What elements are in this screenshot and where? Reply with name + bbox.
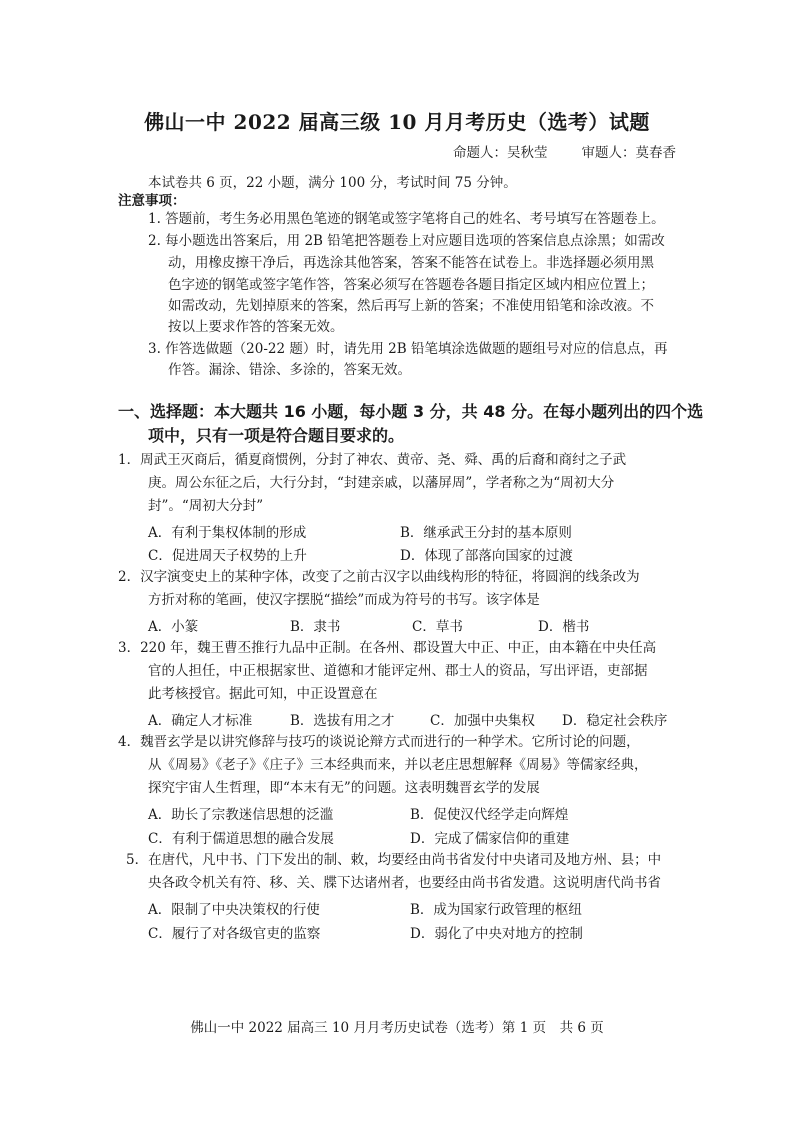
q5-option-a: A．限制了中央决策权的行使: [148, 902, 320, 918]
notice-line: 3. 作答选做题（20-22 题）时，请先用 2B 铅笔填涂选做题的题组号对应的信息点，再: [148, 341, 668, 357]
exam-title: 佛山一中 2022 届高三级 10 月月考历史（选考）试题: [144, 110, 650, 134]
question-3-text: 3．220 年，魏王曹丕推行九品中正制。在各州、郡设置大中正、中正，由本籍在中央任高: [118, 640, 657, 656]
question-4-text: 探究宇宙人生哲理，即“本末有无”的问题。这表明魏晋玄学的发展: [148, 780, 540, 796]
q5-option-b: B．成为国家行政管理的枢纽: [410, 902, 582, 918]
q1-option-b: B．继承武王分封的基本原则: [400, 525, 572, 541]
q2-option-c: C．草书: [412, 619, 463, 635]
question-1-text: 1．周武王灭商后，循夏商惯例，分封了神农、黄帝、尧、舜、禹的后裔和商纣之子武: [118, 452, 627, 468]
author-line: [453, 141, 676, 161]
notice-line: 1. 答题前，考生务必用黑色笔迹的钢笔或签字笔将自己的姓名、考号填写在答题卷上。: [148, 211, 665, 227]
question-2-text: 2．汉字演变史上的某种字体，改变了之前古汉字以曲线构形的特征，将圆润的线条改为: [118, 569, 640, 585]
notice-line: 如需改动，先划掉原来的答案，然后再写上新的答案；不准使用铅笔和涂改液。不: [168, 298, 654, 314]
question-1-text: 庚。周公东征之后，大行分封，“封建亲戚，以藩屏周”，学者称之为“周初大分: [148, 475, 615, 491]
q3-option-d: D．稳定社会秩序: [562, 713, 668, 729]
q2-option-a: A．小篆: [148, 619, 199, 635]
question-4-text: 从《周易》《老子》《庄子》三本经典而来，并以老庄思想解释《周易》等儒家经典，: [148, 757, 648, 773]
exam-intro: 本试卷共 6 页，22 小题，满分 100 分，考试时间 75 分钟。: [148, 175, 517, 191]
q2-option-d: D．楷书: [538, 619, 590, 635]
q5-option-c: C．履行了对各级官吏的监察: [148, 926, 321, 942]
notice-heading: 注意事项：: [118, 193, 186, 209]
question-4-text: 4．魏晋玄学是以讲究修辞与技巧的谈说论辩方式而进行的一种学术。它所讨论的问题，: [118, 734, 640, 750]
q3-option-c: C．加强中央集权: [430, 713, 535, 729]
section-heading-cont: 项中，只有一项是符合题目要求的。: [148, 426, 405, 445]
page-footer: 佛山一中 2022 届高三 10 月月考历史试卷（选考）第 1 页 共 6 页: [190, 1020, 604, 1036]
q4-option-c: C．有利于儒道思想的融合发展: [148, 831, 334, 847]
q5-option-d: D．弱化了中央对地方的控制: [410, 926, 583, 942]
question-5-text: 央各政令机关有符、移、关、牒下达诸州者，也要经由尚书省发遣。这说明唐代尚书省: [148, 875, 661, 891]
question-5-text: 5．在唐代，凡中书、门下发出的制、敕，均要经由尚书省发付中央诸司及地方州、县；中: [126, 852, 662, 868]
question-2-text: 方折对称的笔画，使汉字摆脱“描绘”而成为符号的书写。该字体是: [148, 592, 540, 608]
question-1-text: 封”。“周初大分封”: [148, 498, 264, 514]
q4-option-d: D．完成了儒家信仰的重建: [410, 831, 570, 847]
q4-option-b: B．促使汉代经学走向辉煌: [410, 807, 569, 823]
q3-option-b: B．选拔有用之才: [290, 713, 395, 729]
notice-line: 作答。漏涂、错涂、多涂的，答案无效。: [168, 362, 411, 378]
question-3-text: 此考核授官。据此可知，中正设置意在: [148, 686, 378, 702]
notice-line: 动，用橡皮擦干净后，再选涂其他答案，答案不能答在试卷上。非选择题必须用黑: [168, 255, 654, 271]
notice-line: 2. 每小题选出答案后，用 2B 铅笔把答题卷上对应题目选项的答案信息点涂黑；如需改: [148, 233, 665, 249]
q2-option-b: B．隶书: [290, 619, 341, 635]
notice-line: 按以上要求作答的答案无效。: [168, 319, 344, 335]
author: 命题人：吴秋莹: [453, 145, 548, 161]
question-3-text: 官的人担任，中正根据家世、道德和才能评定州、郡士人的资品，写出评语，吏部据: [148, 663, 648, 679]
q1-option-d: D．体现了部落向国家的过渡: [400, 548, 573, 564]
q1-option-a: A．有利于集权体制的形成: [148, 525, 307, 541]
section-heading: 一、选择题：本大题共 16 小题，每小题 3 分，共 48 分。在每小题列出的四个选: [118, 402, 704, 421]
q1-option-c: C．促进周天子权势的上升: [148, 548, 307, 564]
notice-line: 色字迹的钢笔或签字笔作答，答案必须写在答题卷各题目指定区域内相应位置上；: [168, 277, 654, 293]
q4-option-a: A．助长了宗教迷信思想的泛滥: [148, 807, 334, 823]
reviewer: 审题人：莫春香: [581, 145, 676, 161]
q3-option-a: A．确定人才标准: [148, 713, 253, 729]
